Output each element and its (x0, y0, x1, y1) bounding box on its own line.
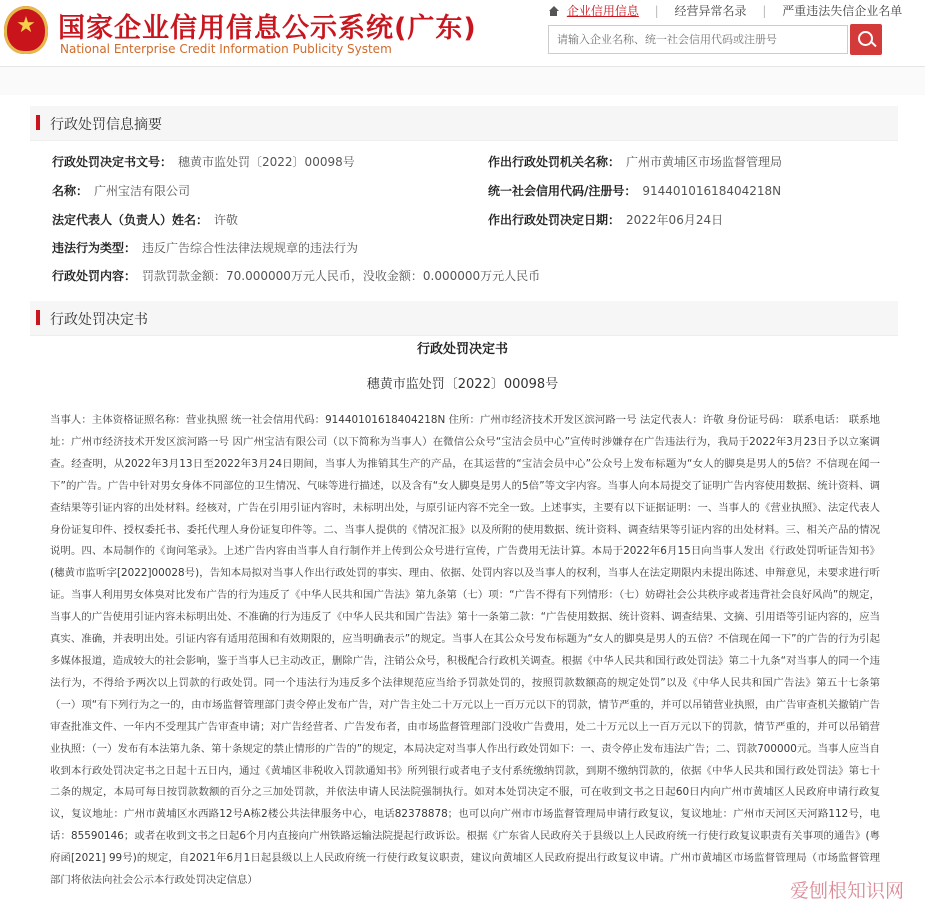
field-value: 罚款罚款金额：70.000000万元人民币，没收金额：0.000000万元人民币 (142, 269, 541, 283)
home-icon (548, 6, 559, 16)
site-subtitle: National Enterprise Credit Information Publicity System (60, 42, 392, 56)
field-value: 2022年06月24日 (626, 213, 724, 227)
field-legal-representative (52, 211, 238, 228)
link-abnormal-list[interactable]: 经营异常名录 (674, 4, 747, 18)
search-button[interactable] (850, 24, 882, 55)
document-title: 行政处罚决定书 (416, 342, 508, 357)
field-value: 许敬 (214, 213, 239, 227)
field-label: 违法行为类型： (52, 241, 137, 255)
link-separator: | (762, 3, 767, 18)
link-enterprise-credit[interactable]: 企业信用信息 (566, 4, 639, 18)
field-label: 行政处罚内容： (52, 269, 137, 283)
link-separator: | (654, 3, 659, 18)
field-violation-type (52, 239, 358, 256)
decision-section-header (30, 301, 898, 336)
field-authority-name (488, 153, 782, 170)
field-value: 广州市黄埔区市场监督管理局 (626, 155, 783, 169)
field-decision-date (488, 211, 723, 228)
top-links (548, 2, 902, 19)
field-company-name (52, 182, 190, 199)
search-icon (858, 31, 873, 46)
field-value: 违反广告综合性法律法规规章的违法行为 (142, 241, 359, 255)
summary-section-header (30, 106, 898, 141)
field-decision-number (52, 153, 355, 170)
search-icon-handle (870, 41, 876, 47)
document-number: 穗黄市监处罚〔2022〕00098号 (366, 377, 559, 392)
section-marker (36, 310, 40, 325)
header-gap (0, 67, 925, 95)
field-label: 统一社会信用代码/注册号： (488, 184, 637, 198)
site-title: 国家企业信用信息公示系统(广东) (58, 13, 477, 44)
field-value: 广州宝洁有限公司 (94, 184, 191, 198)
decision-section-title: 行政处罚决定书 (50, 312, 148, 328)
field-credit-code (488, 182, 781, 199)
field-label: 名称： (52, 184, 89, 198)
field-label: 法定代表人（负责人）姓名： (52, 213, 209, 227)
field-penalty-content (52, 267, 540, 284)
national-emblem-logo: ★ (4, 6, 48, 54)
field-label: 行政处罚决定书文号： (52, 155, 173, 169)
field-value: 91440101618404218N (642, 184, 782, 198)
link-blacklist[interactable]: 严重违法失信企业名单 (782, 4, 903, 18)
field-label: 作出行政处罚决定日期： (488, 213, 621, 227)
decision-body-text: 当事人：主体资格证照名称：营业执照 统一社会信用代码：91440101618404218N 住所：广州市经济技术开发区滨河路一号 法定代表人：许敬 身份证号码： 联系电话： 联系地址：广州市经济技术开发区滨河路一号 因广州宝洁有限公司（以下简称为当事人）在微信公众号“宝洁会员中心”宣传时涉嫌存在广告违法行为，我局于2022年3月23日予以立案调查。经查明，从2022年3月13日至2022年3月24日期间，当事人为推销其生产的产品，在其运营的“宝洁会员中心”公众号上发布标题为“女人的脚臭是男人的5倍？不信现在闻一下”的广告。广告中针对男女身体不同部位的卫生情况、气味等进行描述，以及含有“女人脚臭是男人的5倍”等文字内容。当事人向本局提交了证明广告内容使用数据、统计资料、调查结果等引证内容的出处材料。经核对，广告在引用引证内容时，未标明出处，与原引证内容不完全一致。上述事实，主要有以下证据证明：一、当事人的《营业执照》、法定代表人身份证复印件、授权委托书、委托代理人身份证复印件等。二、当事人提供的《情况汇报》以及所附的使用数据、统计资料、调查结果等引证内容的出处材料。三、相关产品的情况说明。四、本局制作的《询问笔录》。上述广告内容由当事人自行制作并上传到公众号进行宣传，广告费用无法计算。本局于2022年6月15日向当事人发出《行政处罚听证告知书》(穗黄市监听字[2022]00028号)，告知本局拟对当事人作出行政处罚的事实、理由、依据、处罚内容以及当事人的权利，当事人在法定期限内未提出陈述、申辩意见，未要求进行听证。当事人利用男女体臭对比发布广告的行为违反了《中华人民共和国广告法》第九条第（七）项：“广告不得有下列情形：（七）妨碍社会公共秩序或者违背社会良好风尚”的规定，当事人的广告使用引证内容未标明出处、不准确的行为违反了《中华人民共和国广告法》第十一条第二款：“广告使用数据、统计资料、调查结果、文摘、引用语等引证内容的，应当真实、准确，并表明出处。引证内容有适用范围和有效期限的，应当明确表示”的规定。当事人在其公众号发布标题为“女人的脚臭是男人的五倍？不信现在闻一下”的广告的行为引起多媒体报道，造成较大的社会影响，鉴于当事人已主动改正，删除广告，注销公众号，积极配合行政机关调查。根据《中华人民共和国行政处罚法》第二十九条“对当事人的同一个违法行为，不得给予两次以上罚款的行政处罚。同一个违法行为违反多个法律规范应当给予罚款处罚的，按照罚款数额高的规定处罚”以及《中华人民共和国广告法》第五十七条第（一）项“有下列行为之一的，由市场监督管理部门责令停止发布广告，对广告主处二十万元以上一百万元以下的罚款，情节严重的，并可以吊销营业执照，由广告审查机关撤销广告审查批准文件、一年内不受理其广告审查申请；对广告经营者、广告发布者，由市场监督管理部门没收广告费用，处二十万元以上一百万元以下的罚款，情节严重的，并可以吊销营业执照：（一）发布有本法第九条、第十条规定的禁止情形的广告的”的规定，本局决定对当事人作出行政处罚如下：一、责令停止发布违法广告；二、罚款700000元。当事人应当自收到本行政处罚决定书之日起十五日内，通过《黄埔区非税收入罚款通知书》所列银行或者电子支付系统缴纳罚款，到期不缴纳罚款的，依据《中华人民共和国行政处罚法》第七十二条的规定，本局可每日按罚款数额的百分之三加处罚款，并依法申请人民法院强制执行。如对本处罚决定不服，可在收到文书之日起60日内向广州市黄埔区人民政府申请行政复议，复议地址：广州市黄埔区水西路12号A栋2楼公共法律服务中心，电话82378878；也可以向广州市市场监督管理局申请行政复议，复议地址：广州市天河区天河路112号，电话：85590146；或者在收到文书之日起6个月内直接向广州铁路运输法院提起行政诉讼。根据《广东省人民政府关于县级以上人民政府统一行使行政复议职责有关事项的通告》(粤府函[2021] 99号)的规定，自2021年6月1日起县级以上人民政府统一行使行政复议职责，建议向黄埔区人民政府提出行政复议申请。广州市黄埔区市场监督管理局（市场监督管理部门将依法向社会公示本行政处罚决定信息） (50, 414, 880, 887)
watermark: 爱刨根知识网 (790, 880, 905, 902)
field-value: 穗黄市监处罚〔2022〕00098号 (178, 155, 355, 169)
site-header (0, 0, 925, 67)
field-label: 作出行政处罚机关名称： (488, 155, 621, 169)
summary-section-title: 行政处罚信息摘要 (50, 117, 162, 133)
section-marker (36, 115, 40, 130)
search-input[interactable] (548, 25, 848, 54)
